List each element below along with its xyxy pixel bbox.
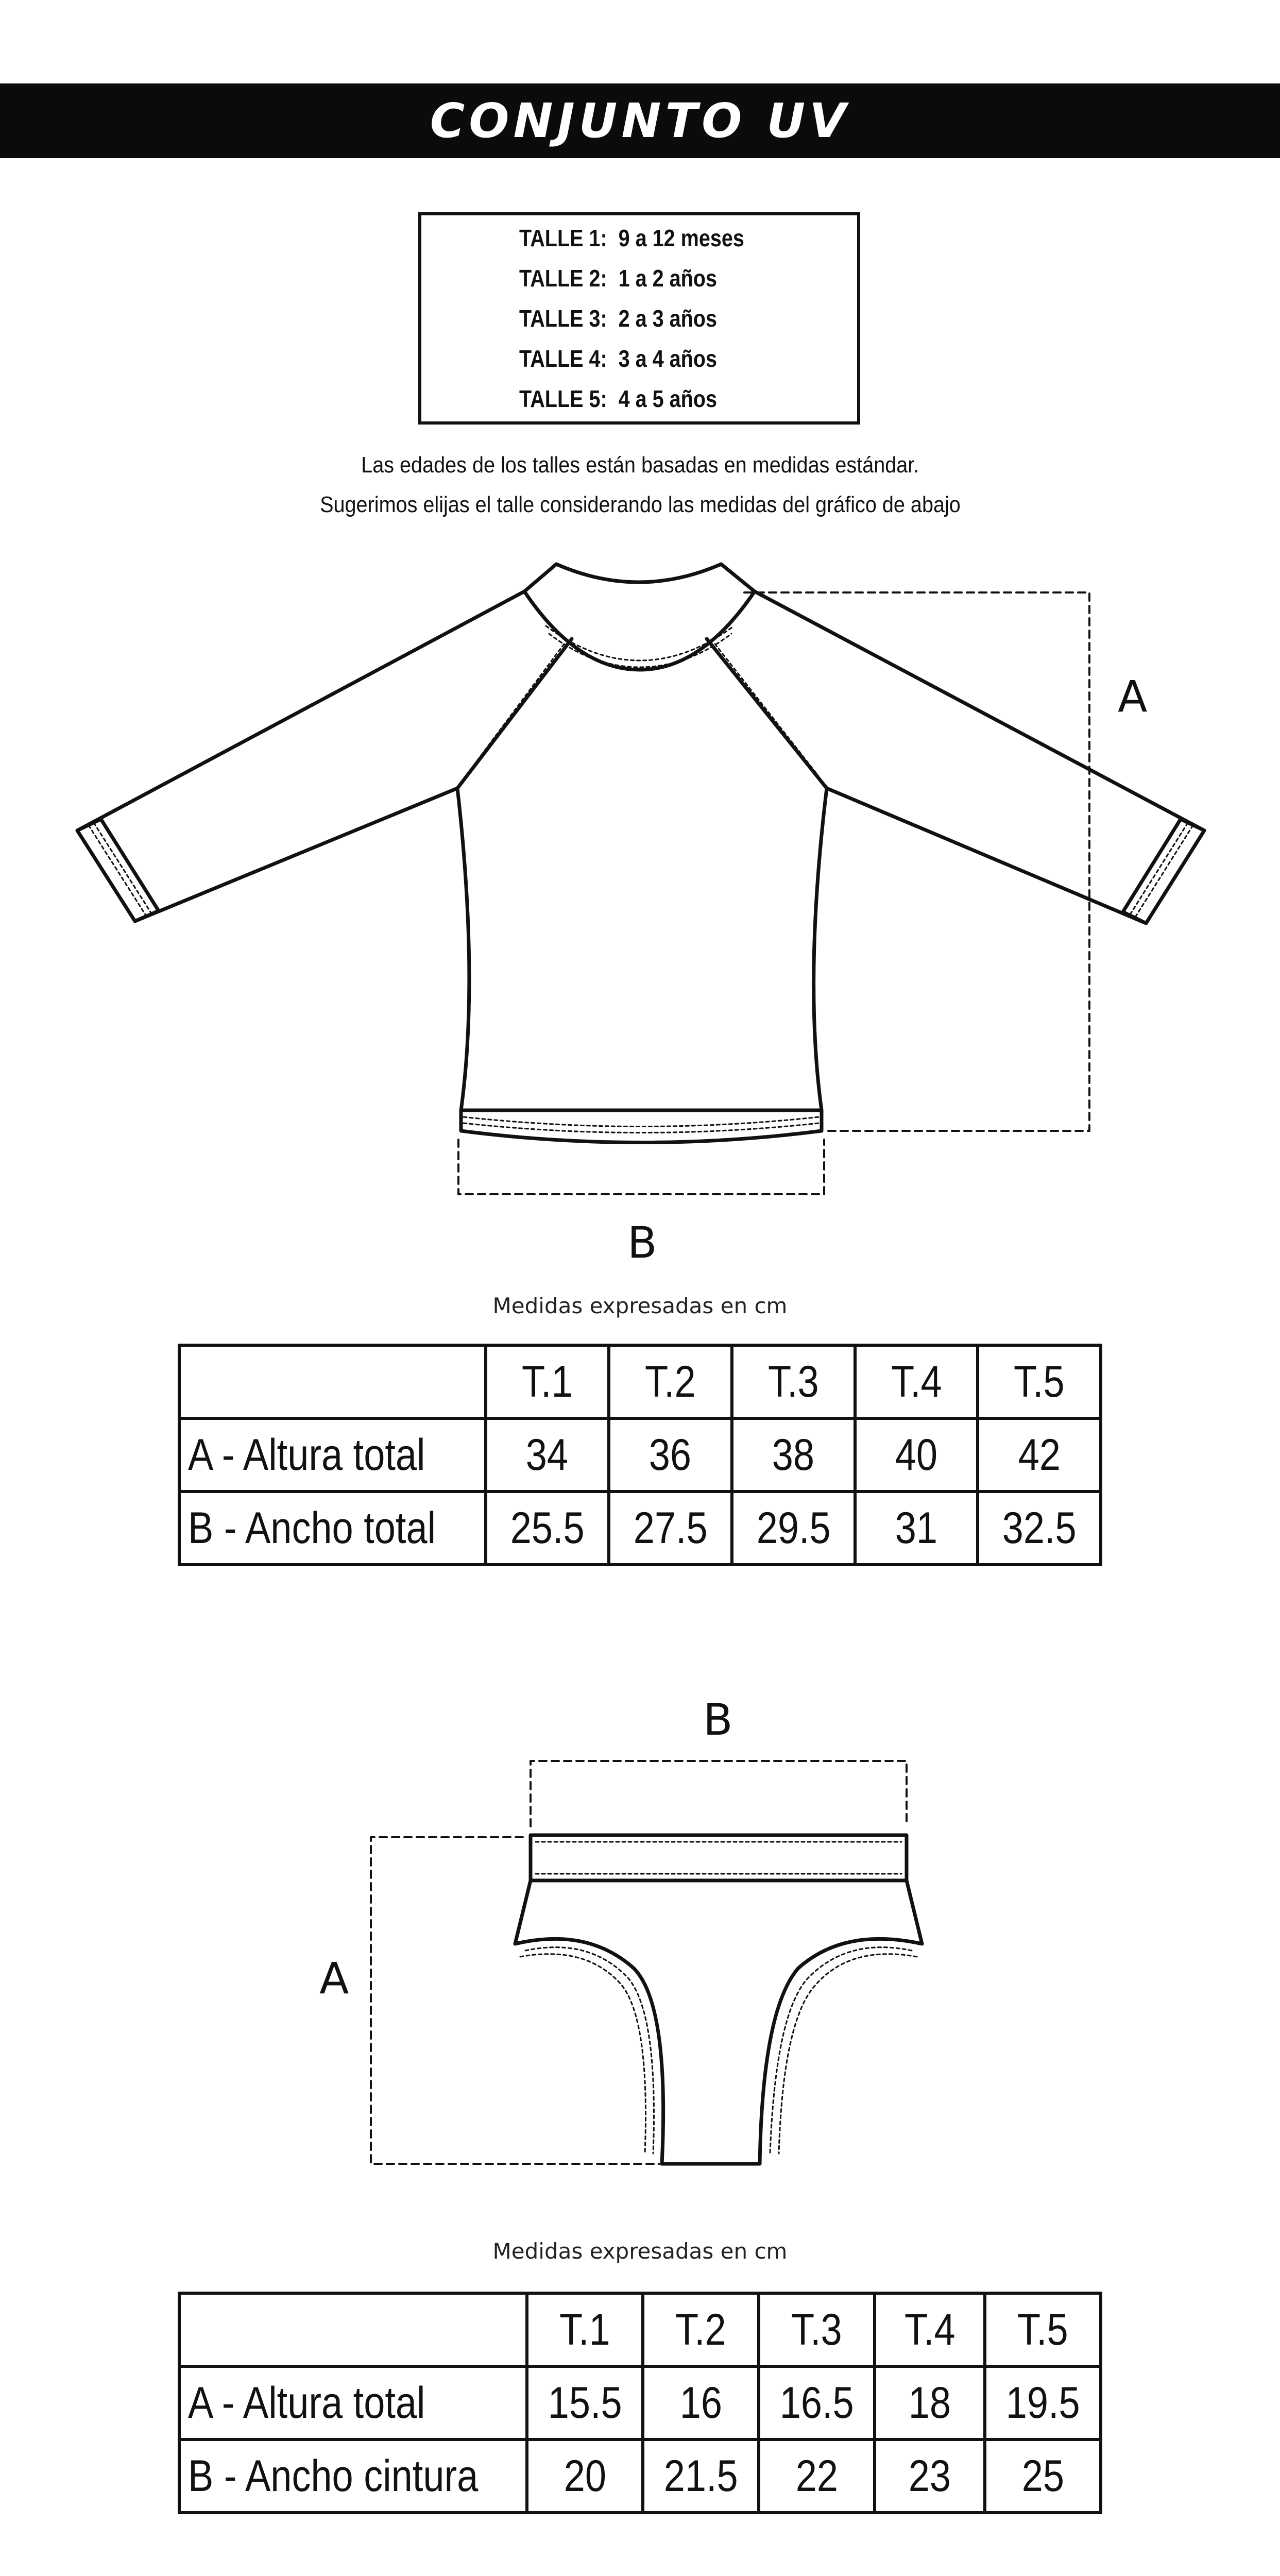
table-header-cell: T.5: [985, 2293, 1101, 2366]
table-header-cell: T.1: [527, 2293, 643, 2366]
table-cell: 25.5: [486, 1492, 609, 1565]
table-cell: 19.5: [985, 2366, 1101, 2439]
table-header-cell: T.4: [855, 1345, 978, 1418]
bottoms-drawing: [515, 1835, 922, 2164]
table-cell: 42: [978, 1418, 1101, 1492]
table-cell: 22: [759, 2439, 875, 2513]
table-row-label: A - Altura total: [179, 1418, 486, 1492]
size-range: 1 a 2 años: [618, 265, 717, 292]
bottoms-dim-a-label: A: [319, 1953, 349, 2004]
size-label: TALLE 2:: [519, 265, 607, 292]
shirt-dim-a-label: A: [1118, 671, 1148, 722]
table-header-cell: T.2: [643, 2293, 759, 2366]
bottoms-size-table: [178, 2292, 1102, 2514]
table-cell: 23: [875, 2439, 984, 2513]
size-range: 4 a 5 años: [618, 385, 717, 412]
table-row: [179, 1492, 1101, 1565]
table-row-label: A - Altura total: [179, 2366, 527, 2439]
table-cell: 40: [855, 1418, 978, 1492]
bottoms-caption: Medidas expresadas en cm: [492, 2239, 788, 2264]
table-row: [179, 2439, 1101, 2513]
table-cell: 18: [875, 2366, 984, 2439]
size-range: 3 a 4 años: [618, 345, 717, 372]
size-range: 2 a 3 años: [618, 305, 717, 332]
table-cell: 34: [486, 1418, 609, 1492]
table-cell: 31: [855, 1492, 978, 1565]
table-cell: 16.5: [759, 2366, 875, 2439]
note-text: Las edades de los talles están basadas en medidas estándar.: [361, 452, 919, 478]
size-label: TALLE 3:: [519, 305, 607, 332]
shirt-drawing: [77, 564, 1204, 1143]
table-cell: 38: [732, 1418, 855, 1492]
table-cell: 25: [985, 2439, 1101, 2513]
table-row-label: B - Ancho cintura: [179, 2439, 527, 2513]
shirt-caption: Medidas expresadas en cm: [492, 1293, 788, 1318]
table-cell: 21.5: [643, 2439, 759, 2513]
page-title: CONJUNTO UV: [430, 93, 850, 148]
table-header-row: [179, 1345, 1101, 1418]
table-header-cell: T.1: [486, 1345, 609, 1418]
table-header-cell: T.3: [759, 2293, 875, 2366]
table-cell: 15.5: [527, 2366, 643, 2439]
table-cell: 20: [527, 2439, 643, 2513]
table-row-label: B - Ancho total: [179, 1492, 486, 1565]
size-label: TALLE 4:: [519, 345, 607, 372]
size-range: 9 a 12 meses: [618, 225, 744, 251]
table-header-cell: T.5: [978, 1345, 1101, 1418]
note-text: Sugerimos elijas el talle considerando las medidas del gráfico de abajo: [319, 492, 961, 517]
shirt-size-table: [178, 1344, 1102, 1566]
table-header-cell: T.3: [732, 1345, 855, 1418]
bottoms-dim-b-label: B: [703, 1694, 733, 1745]
size-label: TALLE 5:: [519, 385, 607, 412]
table-header-row: [179, 2293, 1101, 2366]
table-header-cell: T.2: [609, 1345, 732, 1418]
table-header-cell: T.4: [875, 2293, 984, 2366]
table-row: [179, 1418, 1101, 1492]
table-cell: 16: [643, 2366, 759, 2439]
table-header-cell: [179, 2293, 527, 2366]
table-cell: 36: [609, 1418, 732, 1492]
shirt-dim-b-label: B: [627, 1217, 657, 1268]
table-header-cell: [179, 1345, 486, 1418]
table-cell: 27.5: [609, 1492, 732, 1565]
shirt-dimension-lines: [458, 592, 1089, 1194]
table-row: [179, 2366, 1101, 2439]
table-cell: 29.5: [732, 1492, 855, 1565]
size-label: TALLE 1:: [519, 225, 607, 251]
table-cell: 32.5: [978, 1492, 1101, 1565]
